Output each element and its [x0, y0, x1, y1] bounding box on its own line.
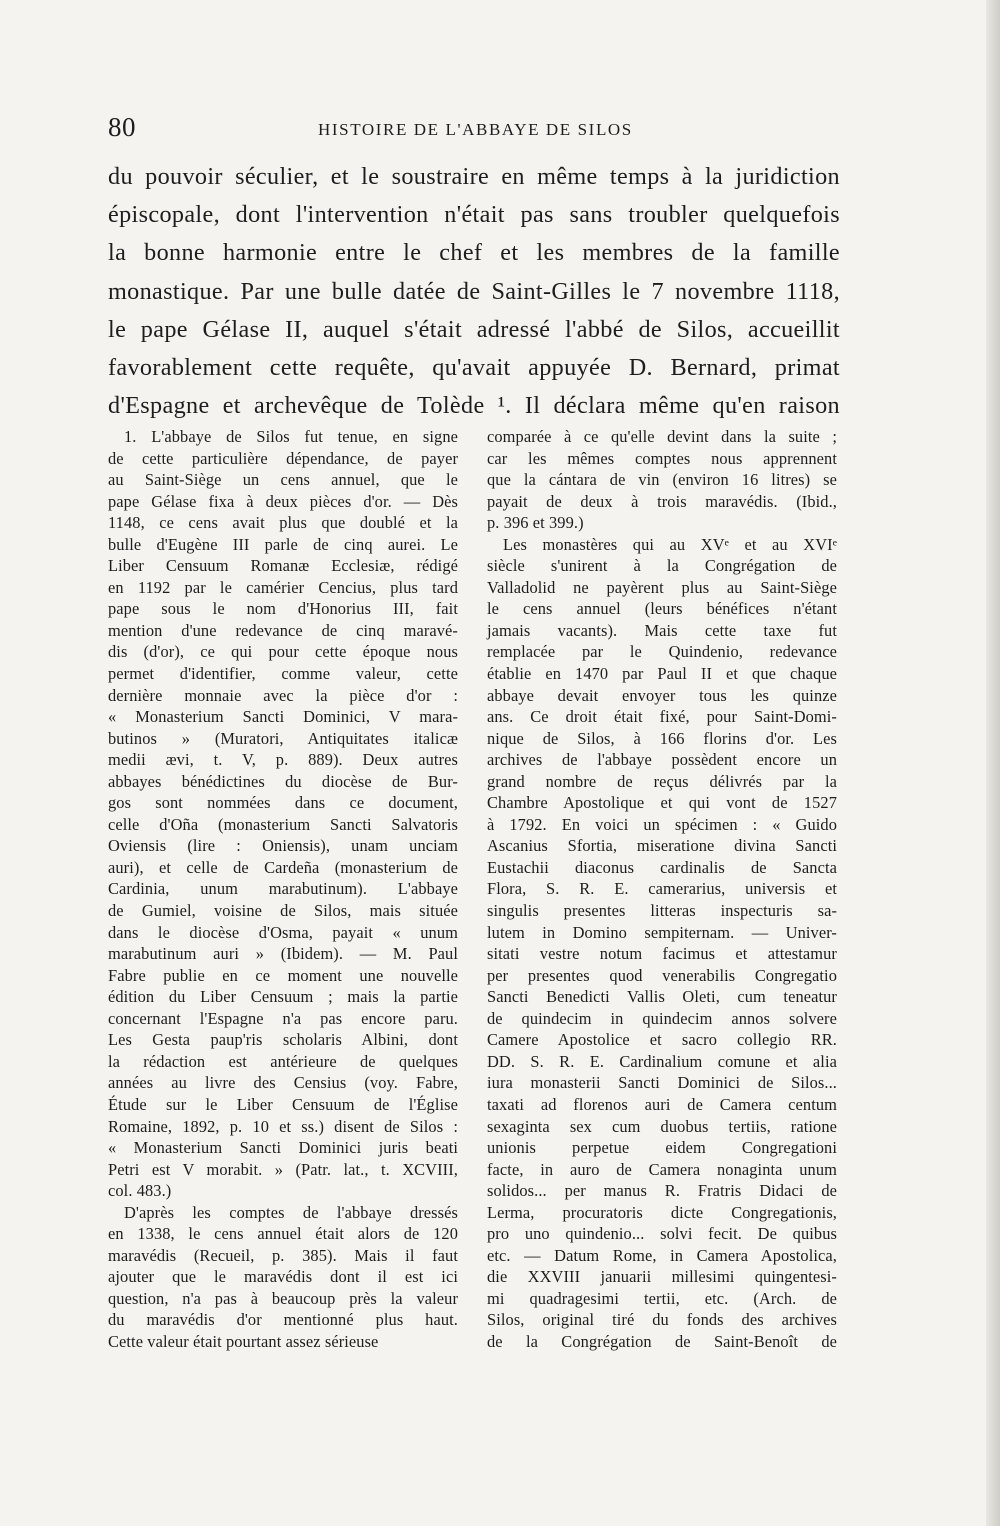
footnote-line: etc. — Datum Rome, in Camera Apostolica, [487, 1245, 837, 1265]
footnote-line: concernant l'Espagne n'a pas encore paru. [108, 1008, 458, 1028]
footnote-line: col. 483.) [108, 1181, 172, 1201]
footnote-line: pro uno quindenio... solvi fecit. De quibus [487, 1224, 837, 1244]
footnote-line: années au livre des Censius (voy. Fabre, [108, 1073, 458, 1093]
footnote-line: de cette particulière dépendance, de payer [108, 448, 458, 468]
footnote-line: DD. S. R. E. Cardinalium comune et alia [487, 1051, 837, 1071]
footnote-line: Étude sur le Liber Censuum de l'Église [108, 1094, 458, 1114]
footnote-line: p. 396 et 399.) [487, 513, 584, 533]
page-edge-shadow [986, 0, 1000, 1526]
footnote-line: bulle d'Eugène III parle de cinq aurei. Le [108, 534, 458, 554]
footnote-line: per presentes quod venerabilis Congregatio [487, 965, 837, 985]
footnote-line: pape Gélase fixa à deux pièces d'or. — Dès [108, 491, 458, 511]
footnote-line: nique de Silos, à 166 florins d'or. Les [487, 728, 837, 748]
footnote-line: gos sont nommées dans ce document, [108, 793, 458, 813]
main-text-line: la bonne harmonie entre le chef et les membres de la famille [108, 239, 840, 267]
footnote-line: mention d'une redevance de cinq maravé- [108, 620, 458, 640]
page-header [108, 112, 840, 152]
footnote-line: pape sous le nom d'Honorius III, fait [108, 599, 458, 619]
main-paragraph [108, 158, 840, 425]
main-text-line: d'Espagne et archevêque de Tolède ¹. Il déclara même qu'en raison [108, 392, 840, 420]
footnote-line: permet d'identifier, comme valeur, cette [108, 664, 458, 684]
footnote-line: Fabre publie en ce moment une nouvelle [108, 965, 458, 985]
footnote-line: la rédaction est antérieure de quelques [108, 1051, 458, 1071]
footnote-line: ajouter que le maravédis dont il est ici [108, 1267, 458, 1287]
footnote-line: Cette valeur était pourtant assez sérieuse [108, 1331, 379, 1351]
footnote-line: à 1792. En voici un spécimen : « Guido [487, 814, 837, 834]
footnote-line: medii ævi, t. V, p. 889). Deux autres [108, 750, 458, 770]
footnote-line: Cardinia, unum marabutinum). L'abbaye [108, 879, 458, 899]
footnote-line: Liber Censuum Romanæ Ecclesiæ, rédigé [108, 556, 458, 576]
footnote-line: Romaine, 1892, p. 10 et ss.) disent de Silos : [108, 1116, 458, 1136]
footnote-line: payait de deux à trois maravédis. (Ibid., [487, 491, 837, 511]
footnote-line: question, n'a pas à beaucoup près la valeur [108, 1288, 458, 1308]
footnote-line: iura monasterii Sancti Dominici de Silos... [487, 1073, 837, 1093]
footnote-line: Camere Apostolice et sacro collegio RR. [487, 1030, 837, 1050]
footnote-line: sexaginta sex cum duobus tertiis, ratione [487, 1116, 837, 1136]
footnote-line: facte, in auro de Camera nonaginta unum [487, 1159, 837, 1179]
footnote-line: Eustachii diaconus cardinalis de Sancta [487, 857, 837, 877]
footnote-line: dernière monnaie avec la pièce d'or : [108, 685, 458, 705]
footnote-line: unionis perpetue eidem Congregationi [487, 1138, 837, 1158]
main-text-line: épiscopale, dont l'intervention n'était pas sans troubler quelquefois [108, 201, 840, 229]
main-text-line: du pouvoir séculier, et le soustraire en même temps à la juridiction [108, 163, 840, 190]
footnote-line: D'après les comptes de l'abbaye dressés [124, 1202, 458, 1222]
footnote-line: celle d'Oña (monasterium Sancti Salvatoris [108, 814, 458, 834]
running-title: HISTOIRE DE L'ABBAYE DE SILOS [318, 120, 633, 139]
footnote-line: du maravédis d'or mentionné plus haut. [108, 1310, 458, 1330]
footnote-line: Lerma, procuratoris dicte Congregationis, [487, 1202, 837, 1222]
footnote-line: édition du Liber Censuum ; mais la partie [108, 987, 458, 1007]
footnote-line: taxati ad florenos auri de Camera centum [487, 1094, 837, 1114]
footnote-line: auri), et celle de Cardeña (monasterium de [108, 857, 458, 877]
footnote-line: ans. Ce droit était fixé, pour Saint-Domi- [487, 707, 837, 727]
footnote-line: die XXVIII januarii millesimi quingentesi- [487, 1267, 837, 1287]
footnote-line: 1148, ce cens avait plus que doublé et la [108, 513, 458, 533]
footnote-line: grand nombre de reçus délivrés par la [487, 771, 837, 791]
footnote-line: sitati vestre notum facimus et attestamur [487, 944, 837, 964]
page-number: 80 [108, 112, 136, 142]
main-text-line: le pape Gélase II, auquel s'était adressé l'abbé de Silos, accueillit [108, 315, 840, 343]
footnote-line: de quindecim in quindecim annos solvere [487, 1008, 837, 1028]
footnote-line: Chambre Apostolique et qui vont de 1527 [487, 793, 837, 813]
footnote-line: lutem in Domino sempiternam. — Univer- [487, 922, 837, 942]
footnote-line: comparée à ce qu'elle devint dans la suite ; [487, 427, 837, 446]
footnote-line: au Saint-Siège un cens annuel, que le [108, 470, 458, 490]
footnote-line: Flora, S. R. E. camerarius, universis et [487, 879, 837, 899]
footnote-line: Les monastères qui au XVᵉ et au XVIᵉ [503, 534, 837, 554]
footnote-line: de Gumiel, voisine de Silos, mais située [108, 901, 458, 921]
footnote-line: établie en 1470 par Paul II et que chaque [487, 664, 837, 684]
footnote-line: en 1192 par le camérier Cencius, plus tard [108, 577, 458, 597]
footnote-line: en 1338, le cens annuel était alors de 120 [108, 1224, 458, 1244]
footnote-line: siècle s'unirent à la Congrégation de [487, 556, 837, 576]
footnote-line: abbaye devait envoyer tous les quinze [487, 685, 837, 705]
footnote-line: dans le diocèse d'Osma, payait « unum [108, 922, 458, 942]
footnote-line: remplacée par le Quindenio, redevance [487, 642, 837, 662]
footnote-line: abbayes bénédictines du diocèse de Bur- [108, 771, 458, 791]
footnote-line: dis (d'or), ce qui pour cette époque nous [108, 642, 458, 662]
footnote-line: de la Congrégation de Saint-Benoît de [487, 1331, 837, 1351]
footnote-line: Valladolid ne payèrent plus au Saint-Siège [487, 577, 837, 597]
footnote-line: Silos, original tiré du fonds des archives [487, 1310, 837, 1330]
footnote-line: archives de l'abbaye possèdent encore un [487, 750, 837, 770]
footnote-line: mi quadragesimi tertii, etc. (Arch. de [487, 1288, 837, 1308]
main-text-line: favorablement cette requête, qu'avait appuyée D. Bernard, primat [108, 354, 840, 382]
footnote-line: solidos... per manus R. Fratris Didaci de [487, 1181, 837, 1201]
footnote-column-right [487, 426, 837, 1353]
footnote-line: Oviensis (lire : Oniensis), unam unciam [108, 836, 458, 856]
footnote-line: le cens annuel (leurs bénéfices n'étant [487, 599, 837, 619]
footnote-line: singulis presentes litteras inspecturis sa- [487, 901, 837, 921]
footnote-line: 1. L'abbaye de Silos fut tenue, en signe [124, 427, 458, 446]
main-text-line: monastique. Par une bulle datée de Saint-Gilles le 7 novembre 1118, [108, 277, 840, 305]
footnote-line: « Monasterium Sancti Dominici juris beati [108, 1138, 458, 1158]
footnote-column-left [108, 426, 458, 1353]
footnote-line: Petri est V morabit. » (Patr. lat., t. XCVIII, [108, 1159, 458, 1179]
footnote-line: maravédis (Recueil, p. 385). Mais il faut [108, 1245, 458, 1265]
footnote-line: Sancti Benedicti Vallis Oleti, cum teneatur [487, 987, 837, 1007]
footnote-line: Les Gesta paup'ris scholaris Albini, dont [108, 1030, 458, 1050]
footnote-line: que la cántara de vin (environ 16 litres) se [487, 470, 837, 490]
footnote-line: jamais vacants). Mais cette taxe fut [487, 620, 837, 640]
footnote-line: car les mêmes comptes nous apprennent [487, 448, 837, 468]
footnote-line: butinos » (Muratori, Antiquitates italicæ [108, 728, 458, 748]
footnote-line: Ascanius Sfortia, miseratione divina Sancti [487, 836, 837, 856]
footnote-line: marabutinum auri » (Ibidem). — M. Paul [108, 944, 458, 964]
footnote-line: « Monasterium Sancti Dominici, V mara- [108, 707, 458, 727]
